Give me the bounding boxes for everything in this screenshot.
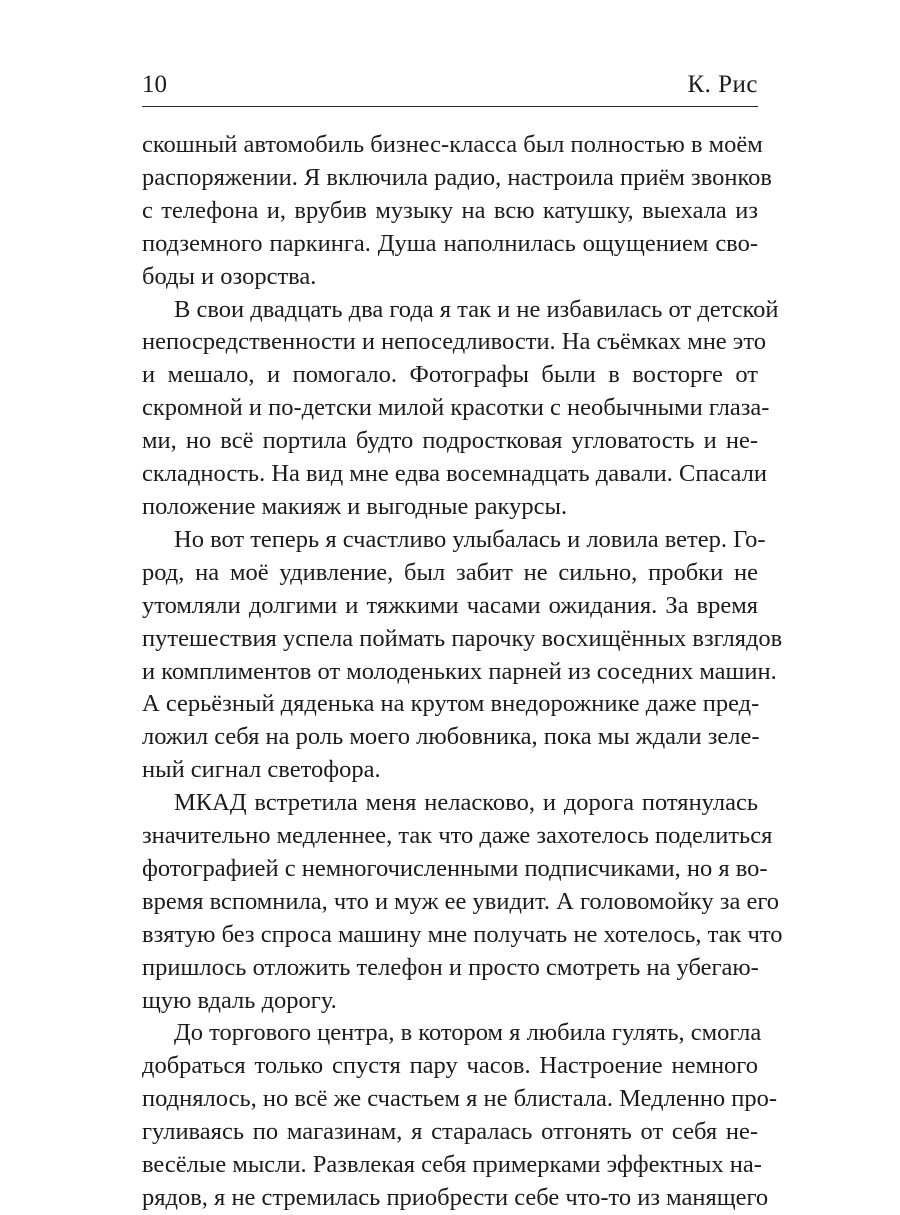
text-line: боды и озорства. [142, 262, 317, 290]
body-text [142, 129, 783, 1215]
text-line: поднялось, но всё же счастьем я не блистала. Медленно про- [142, 1085, 778, 1113]
text-line: путешествия успела поймать парочку восхищённых взглядов [142, 624, 783, 652]
paragraph-5 [142, 1017, 778, 1214]
text-line: скошный автомобиль бизнес-класса был полностью в моём [142, 131, 763, 158]
text-line: складность. На вид мне едва восемнадцать давали. Спасали [142, 460, 767, 488]
paragraph-3 [142, 524, 783, 787]
text-line: В свои двадцать два года я так и не избавилась от детской [174, 295, 779, 323]
text-line: подземного паркинга. Душа наполнилась ощущением сво- [142, 229, 758, 257]
text-line: и комплиментов от молоденьких парней из соседних машин. [142, 657, 777, 685]
text-line: Но вот теперь я счастливо улыбалась и ловила ветер. Го- [174, 525, 766, 553]
text-line: род, на моё удивление, был забит не сильно, пробки не [142, 558, 758, 586]
text-line: добраться только спустя пару часов. Настроение немного [142, 1052, 758, 1080]
text-line: весёлые мысли. Развлекая себя примерками эффектных на- [142, 1151, 762, 1179]
running-head-author: К. Рис [687, 71, 758, 98]
text-line: и мешало, и помогало. Фотографы были в восторге от [142, 361, 758, 389]
text-line: МКАД встретила меня неласково, и дорога потянулась [174, 789, 758, 817]
running-head [142, 66, 758, 107]
text-line: скромной и по-детски милой красотки с необычными глаза- [142, 394, 770, 422]
text-line: ложил себя на роль моего любовника, пока мы ждали зеле- [142, 723, 760, 751]
paragraph-4 [142, 787, 783, 1017]
paragraph-1 [142, 129, 772, 294]
text-line: рядов, я не стремилась приобрести себе что-то из манящего [142, 1184, 769, 1211]
text-line: положение макияж и выгодные ракурсы. [142, 492, 568, 520]
text-line: До торгового центра, в котором я любила гулять, смогла [174, 1019, 762, 1047]
text-line: ми, но всё портила будто подростковая угловатость и не- [142, 427, 758, 455]
text-line: взятую без спроса машину мне получать не хотелось, так что [142, 920, 783, 948]
text-line: распоряжении. Я включила радио, настроила приём звонков [142, 163, 772, 191]
text-line: А серьёзный дяденька на крутом внедорожнике даже пред- [142, 690, 760, 718]
text-line: щую вдаль дорогу. [142, 986, 337, 1014]
text-line: с телефона и, врубив музыку на всю катушку, выехала из [142, 196, 758, 224]
text-line: ный сигнал светофора. [142, 756, 381, 784]
text-line: непосредственности и непоседливости. На съёмках мне это [142, 328, 766, 356]
text-line: утомляли долгими и тяжкими часами ожидания. За время [142, 591, 758, 619]
book-page [142, 66, 783, 1215]
page-number: 10 [142, 71, 167, 98]
text-line: фотографией с немногочисленными подписчиками, но я во- [142, 854, 768, 882]
text-line: значительно медленнее, так что даже захотелось поделиться [142, 822, 773, 850]
text-line: пришлось отложить телефон и просто смотреть на убегаю- [142, 953, 759, 981]
text-line: время вспомнила, что и муж ее увидит. А головомойку за его [142, 887, 780, 915]
text-line: гуливаясь по магазинам, я старалась отгонять от себя не- [142, 1118, 758, 1146]
paragraph-2 [142, 294, 779, 524]
